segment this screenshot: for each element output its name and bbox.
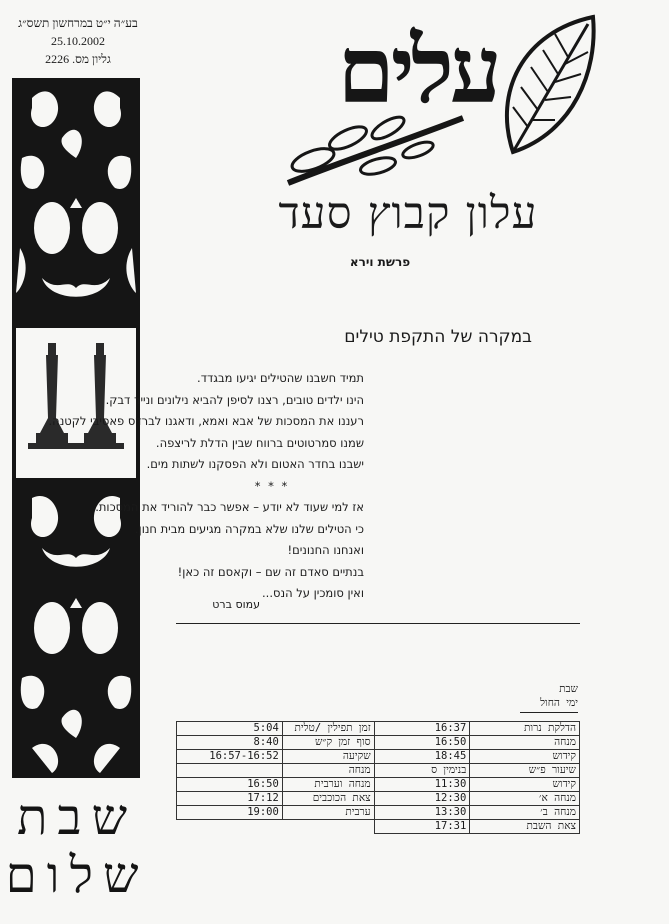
- shabbat-time: 17:31: [374, 820, 470, 834]
- table-row: [177, 778, 580, 792]
- logo-title: עלים: [337, 16, 498, 124]
- weekday-time: [177, 764, 283, 778]
- table-row: [177, 750, 580, 764]
- shabbat-label: הדלקת נרות: [470, 722, 580, 736]
- weekday-header: ימי החול: [540, 697, 578, 709]
- weekday-time: 8:40: [177, 736, 283, 750]
- article-line: אז למי שעוד לא יודע – אפשר כבר להוריד את המסכות.: [95, 500, 364, 514]
- article-line: כי הטילים שלנו שלא במקרה מגיעים מבית חנון.: [134, 521, 364, 536]
- article-line: ואנחנו החנונים!: [287, 543, 364, 557]
- issue-number: גליון מס. 2226: [45, 52, 111, 66]
- issue-info: [14, 14, 142, 68]
- weekday-time: 16:50: [177, 778, 283, 792]
- article-line: ואין סומכין על הנס...: [262, 586, 364, 600]
- table-row: [177, 736, 580, 750]
- article-line: בנתיים סאדם זה שם – וקאסם זה כאן!: [177, 564, 364, 579]
- shabbat-label: קידוש: [470, 750, 580, 764]
- shabbat-label: שיעור פ״ש: [470, 764, 580, 778]
- weekday-label: סוף זמן ק״ש: [282, 736, 374, 750]
- hebrew-date: בע״ה י״ט במרחשון תשס״ג: [18, 16, 138, 30]
- weekday-time: 5:04: [177, 722, 283, 736]
- times-header: [470, 682, 578, 710]
- stars-separator: * * *: [254, 478, 290, 493]
- article-line: ישבנו בחדר האטום ולא הפסקנו לשתות מים.: [146, 457, 364, 471]
- shabbat-label: מנחה: [470, 736, 580, 750]
- weekday-label: ערבית: [282, 806, 374, 820]
- parasha-title: פרשת וירא: [349, 255, 411, 269]
- times-table: [176, 721, 580, 834]
- shabbat-label: מנחה ב׳: [470, 806, 580, 820]
- issue-date: 25.10.2002: [51, 34, 105, 48]
- table-row: [177, 820, 580, 834]
- leaf-icon: [493, 12, 603, 162]
- empty-cell: [282, 820, 374, 834]
- shabbat-time: 12:30: [374, 792, 470, 806]
- shabbat-time: 11:30: [374, 778, 470, 792]
- article-line: שמנו סמרטוטים ברווח שבין הדלת לריצפה.: [155, 435, 364, 450]
- shabbat-shalom: [2, 788, 152, 904]
- shabbat-word: שבת: [17, 788, 137, 846]
- shabbat-label: מנחה א׳: [470, 792, 580, 806]
- shabbat-label: קידוש: [470, 778, 580, 792]
- weekday-label: זמן תפילין /טלית: [282, 722, 374, 736]
- weekday-label: מנחה וערבית: [282, 778, 374, 792]
- weekday-time: 17:12: [177, 792, 283, 806]
- table-row: [177, 764, 580, 778]
- weekday-time: 16:57-16:52: [177, 750, 283, 764]
- table-row: [177, 792, 580, 806]
- article-line: רעננו את המסכות של אבא ואמא, ודאגנו לברדס פאסיבי לקטנה.: [48, 414, 364, 428]
- table-row: [177, 722, 580, 736]
- divider-line: [176, 623, 580, 624]
- header-underline: [520, 712, 578, 713]
- shabbat-time: בנימין ס: [374, 764, 470, 778]
- empty-cell: [177, 820, 283, 834]
- table-row: [177, 806, 580, 820]
- shabbat-header: שבת: [559, 683, 578, 695]
- shabbat-time: 13:30: [374, 806, 470, 820]
- weekday-label: מנחה: [282, 764, 374, 778]
- shabbat-time: 16:50: [374, 736, 470, 750]
- shabbat-time: 16:37: [374, 722, 470, 736]
- shabbat-label: צאת השבת: [470, 820, 580, 834]
- article-line: תמיד חשבנו שהטילים יגיעו מבגדד.: [197, 371, 364, 385]
- article-line: הינו ילדים טובים, רצנו לסיפן להביא נילונים ונייר דבק.: [105, 392, 364, 407]
- shabbat-time: 18:45: [374, 750, 470, 764]
- weekday-time: 19:00: [177, 806, 283, 820]
- weekday-label: שקיעה: [282, 750, 374, 764]
- newsletter-subtitle: עלון קבוץ סעד: [278, 188, 538, 239]
- logo: [268, 16, 598, 190]
- article-body-lines: [48, 368, 364, 605]
- article-author: עמוס ברט: [212, 598, 260, 611]
- article-title: במקרה של התקפת טילים: [344, 327, 532, 347]
- weekday-label: צאת הכוכבים: [282, 792, 374, 806]
- shalom-word: שלום: [5, 846, 149, 904]
